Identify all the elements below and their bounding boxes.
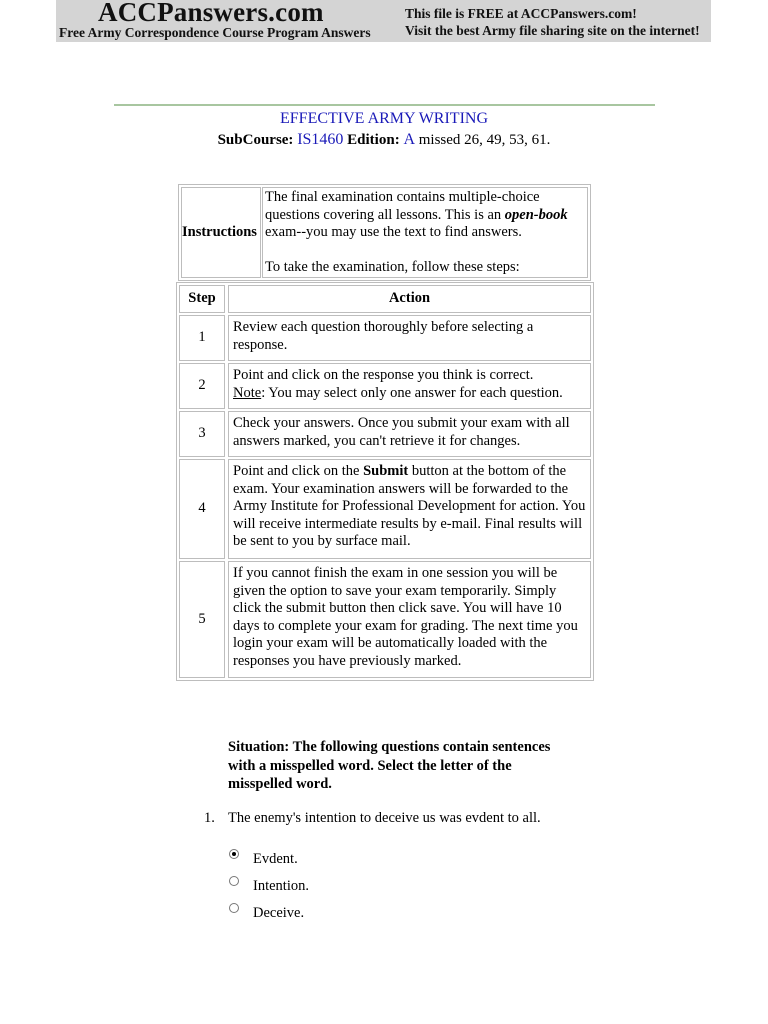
step-number: 2	[179, 363, 225, 409]
instructions-text	[262, 187, 588, 278]
instructions-paragraph-1: The final examination contains multiple-choice questions covering all lessons. This is an open-book exam--you may use the text to find answers.	[265, 189, 568, 240]
site-logo[interactable]: ACCPanswers.com	[98, 0, 324, 27]
subcourse-value: IS1460	[297, 131, 344, 148]
edition-value: A	[403, 131, 415, 148]
steps-header-step: Step	[179, 285, 225, 313]
answer-option-label: Evdent.	[253, 851, 298, 867]
missed-questions: missed 26, 49, 53, 61.	[418, 132, 551, 148]
course-title: EFFECTIVE ARMY WRITING	[280, 110, 488, 127]
subcourse-label: SubCourse:	[217, 132, 294, 148]
situation-text: Situation: The following questions contain sentences with a misspelled word. Select the letter of the misspelled word.	[228, 739, 551, 792]
answer-option-label: Deceive.	[253, 905, 305, 921]
question-item	[204, 810, 541, 827]
steps-header-action: Action	[228, 285, 591, 313]
step-number: 3	[179, 411, 225, 457]
step-action: If you cannot finish the exam in one session you will be given the option to save your exam temporarily. Simply click the submit button then click save. You will have 10 days to complete your exam for grading. The next time you login your exam will be automatically loaded with the responses you have previously marked.	[228, 561, 591, 678]
radio-button[interactable]	[229, 903, 239, 913]
step-action: Point and click on the response you think is correct. Note: You may select only one answer for each question.	[228, 363, 591, 409]
instructions-label: Instructions	[181, 187, 261, 278]
edition-label: Edition:	[347, 132, 400, 148]
banner-message	[405, 5, 700, 39]
step-number: 1	[179, 315, 225, 361]
instructions-paragraph-2: To take the examination, follow these steps:	[265, 259, 520, 275]
step-action: Point and click on the Submit button at the bottom of the exam. Your examination answers will be forwarded to the Army Institute for Professional Development for action. You will receive intermediate results by e-mail. Final results will be sent to you by surface mail.	[228, 459, 591, 559]
banner-message-line-2: Visit the best Army file sharing site on the internet!	[405, 23, 700, 38]
answer-option-label: Intention.	[253, 878, 309, 894]
horizontal-rule	[114, 104, 655, 106]
course-info	[0, 131, 768, 149]
step-number: 4	[179, 459, 225, 559]
radio-button-selected[interactable]	[229, 849, 239, 859]
question-number: 1.	[204, 810, 215, 826]
note-label: Note	[233, 384, 262, 401]
submit-emphasis: Submit	[363, 463, 409, 479]
open-book-emphasis: open-book	[504, 206, 568, 223]
banner-message-line-1: This file is FREE at ACCPanswers.com!	[405, 6, 637, 21]
step-action: Check your answers. Once you submit your exam with all answers marked, you can't retrieve it for changes.	[228, 411, 591, 457]
site-banner	[56, 0, 711, 42]
step-action: Review each question thoroughly before selecting a response.	[228, 315, 591, 361]
site-tagline: Free Army Correspondence Course Program Answers	[59, 25, 371, 40]
radio-button[interactable]	[229, 876, 239, 886]
step-number: 5	[179, 561, 225, 678]
question-text: The enemy's intention to deceive us was evdent to all.	[228, 810, 541, 826]
